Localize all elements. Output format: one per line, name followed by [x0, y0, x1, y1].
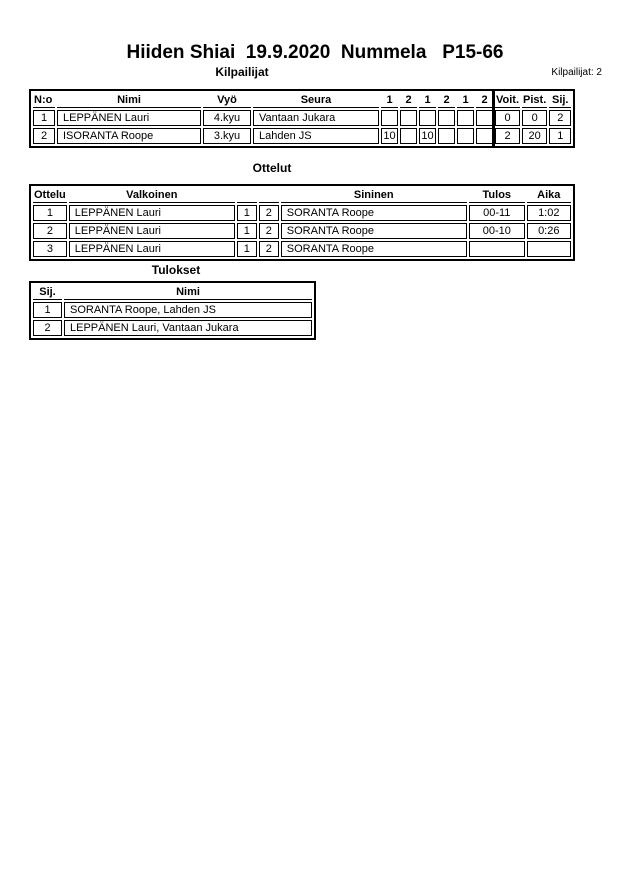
- results-table: [29, 281, 316, 340]
- cell-rank: 2: [33, 320, 62, 336]
- column-header-score1: 1: [381, 93, 398, 108]
- competitor-count-label: Kilpailijat: 2: [551, 67, 602, 78]
- competitor-row: [33, 110, 571, 126]
- competitor-row: [33, 128, 571, 144]
- column-header-seura: Seura: [253, 93, 379, 108]
- results-header-row: [33, 285, 312, 300]
- cell-no: 2: [33, 128, 55, 144]
- section-title-ottelut: Ottelut: [252, 161, 292, 175]
- column-header-spacer: [237, 188, 257, 203]
- page-title: Hiiden Shiai 19.9.2020 Nummela P15-66: [126, 42, 504, 63]
- column-header-sij: Sij.: [549, 93, 571, 108]
- cell-score: [400, 128, 417, 144]
- cell-rank: 1: [549, 128, 571, 144]
- cell-rank: 2: [549, 110, 571, 126]
- match-row: [33, 205, 571, 221]
- cell-name-club: SORANTA Roope, Lahden JS: [64, 302, 312, 318]
- column-header-valkoinen: Valkoinen: [69, 188, 235, 203]
- matches-table-wrap: [29, 184, 575, 261]
- column-header-aika: Aika: [527, 188, 571, 203]
- cell-white-no: 1: [237, 205, 257, 221]
- column-header-score3: 1: [419, 93, 436, 108]
- column-header-score2: 2: [400, 93, 417, 108]
- column-header-spacer: [259, 188, 279, 203]
- column-header-score6: 2: [476, 93, 493, 108]
- column-header-score5: 1: [457, 93, 474, 108]
- cell-white-no: 1: [237, 241, 257, 257]
- column-header-sininen: Sininen: [281, 188, 467, 203]
- cell-score: [457, 128, 474, 144]
- cell-blue-player: SORANTA Roope: [281, 205, 467, 221]
- column-header-sij: Sij.: [33, 285, 62, 300]
- cell-score: [381, 110, 398, 126]
- cell-match-no: 2: [33, 223, 67, 239]
- match-row: [33, 241, 571, 257]
- matches-table: [29, 184, 575, 261]
- matches-header-row: [33, 188, 571, 203]
- column-header-nimi: Nimi: [64, 285, 312, 300]
- group-separator-line: [492, 89, 495, 148]
- column-header-nimi: Nimi: [57, 93, 201, 108]
- cell-score: [457, 110, 474, 126]
- cell-belt: 4.kyu: [203, 110, 251, 126]
- column-header-tulos: Tulos: [469, 188, 525, 203]
- cell-score: [400, 110, 417, 126]
- cell-points: 20: [522, 128, 547, 144]
- cell-result: [469, 241, 525, 257]
- cell-club: Vantaan Jukara: [253, 110, 379, 126]
- cell-blue-player: SORANTA Roope: [281, 223, 467, 239]
- cell-white-player: LEPPÄNEN Lauri: [69, 241, 235, 257]
- result-row: [33, 320, 312, 336]
- cell-score: 10: [419, 128, 436, 144]
- cell-score: [476, 110, 493, 126]
- cell-blue-no: 2: [259, 223, 279, 239]
- cell-time: [527, 241, 571, 257]
- cell-wins: 2: [495, 128, 520, 144]
- cell-club: Lahden JS: [253, 128, 379, 144]
- cell-blue-no: 2: [259, 241, 279, 257]
- cell-time: 1:02: [527, 205, 571, 221]
- cell-score: [419, 110, 436, 126]
- cell-rank: 1: [33, 302, 62, 318]
- results-table-wrap: [29, 281, 316, 340]
- cell-no: 1: [33, 110, 55, 126]
- cell-name: ISORANTA Roope: [57, 128, 201, 144]
- column-header-vyo: Vyö: [203, 93, 251, 108]
- cell-result: 00-11: [469, 205, 525, 221]
- competitors-header-row: [33, 93, 571, 108]
- column-header-ottelu: Ottelu: [34, 189, 66, 201]
- result-row: [33, 302, 312, 318]
- column-header-pist: Pist.: [523, 94, 547, 106]
- column-header-score4: 2: [438, 93, 455, 108]
- cell-white-player: LEPPÄNEN Lauri: [69, 223, 235, 239]
- cell-name: LEPPÄNEN Lauri: [57, 110, 201, 126]
- cell-wins: 0: [495, 110, 520, 126]
- cell-name-club: LEPPÄNEN Lauri, Vantaan Jukara: [64, 320, 312, 336]
- cell-time: 0:26: [527, 223, 571, 239]
- cell-belt: 3.kyu: [203, 128, 251, 144]
- section-title-kilpailijat: Kilpailijat: [215, 65, 269, 79]
- cell-score: [438, 110, 455, 126]
- column-header-voit: Voit.: [496, 94, 520, 106]
- cell-white-no: 1: [237, 223, 257, 239]
- cell-blue-player: SORANTA Roope: [281, 241, 467, 257]
- column-header-no: N:o: [33, 93, 55, 108]
- section-title-tulokset: Tulokset: [151, 263, 201, 277]
- cell-blue-no: 2: [259, 205, 279, 221]
- cell-score: 10: [381, 128, 398, 144]
- match-row: [33, 223, 571, 239]
- cell-points: 0: [522, 110, 547, 126]
- cell-score: [476, 128, 493, 144]
- cell-score: [438, 128, 455, 144]
- cell-white-player: LEPPÄNEN Lauri: [69, 205, 235, 221]
- cell-match-no: 1: [33, 205, 67, 221]
- competitors-table-wrap: [29, 89, 575, 148]
- cell-result: 00-10: [469, 223, 525, 239]
- cell-match-no: 3: [33, 241, 67, 257]
